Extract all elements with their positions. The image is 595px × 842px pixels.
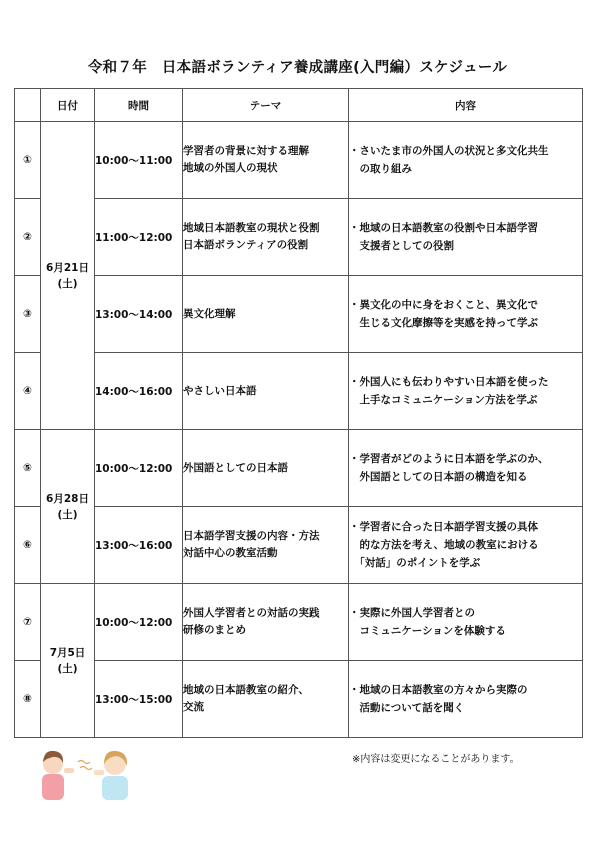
content-line: ・学習者に合った日本語学習支援の具体 (349, 521, 538, 533)
date-label: 7月5日 (49, 646, 86, 659)
weekday-label: (土) (57, 508, 78, 521)
content-line: コミュニケーションを体験する (349, 625, 506, 637)
content-line: の取り組み (349, 163, 412, 175)
content-line: 「対話」のポイントを学ぶ (349, 557, 481, 569)
session-theme (183, 353, 349, 430)
weekday-label: (土) (57, 277, 78, 290)
theme-line: 学習者の背景に対する理解 (183, 145, 309, 157)
content-line: ・異文化の中に身をおくこと、異文化で (349, 299, 538, 311)
theme-line: 異文化理解 (183, 307, 236, 320)
content-line: 外国語としての日本語の構造を知る (349, 471, 528, 483)
header-content: 内容 (349, 89, 583, 122)
change-notice: ※内容は変更になることがあります。 (352, 754, 520, 765)
header-date: 日付 (41, 89, 95, 122)
person-right (94, 751, 128, 800)
theme-line: 交流 (183, 701, 204, 713)
session-content (349, 353, 583, 430)
table-row (15, 661, 583, 738)
content-line: ・外国人にも伝わりやすい日本語を使った (349, 376, 549, 388)
session-content (349, 661, 583, 738)
session-time: 11:00～12:00 (95, 199, 183, 276)
session-date (41, 122, 95, 430)
content-line: ・実際に外国人学習者との (349, 607, 475, 619)
session-number: ① (15, 122, 41, 199)
theme-line: 研修のまとめ (183, 624, 246, 636)
session-time: 13:00～16:00 (95, 507, 183, 584)
header-time: 時間 (95, 89, 183, 122)
date-label: 6月28日 (46, 492, 89, 505)
session-theme (183, 199, 349, 276)
table-row (15, 276, 583, 353)
session-theme (183, 276, 349, 353)
session-number: ④ (15, 353, 41, 430)
header-theme: テーマ (183, 89, 349, 122)
session-time: 10:00～11:00 (95, 122, 183, 199)
table-row (15, 122, 583, 199)
content-line: ・地域の日本語教室の方々から実際の (349, 684, 528, 696)
session-theme (183, 661, 349, 738)
table-row (15, 430, 583, 507)
table-row (15, 507, 583, 584)
theme-line: 日本語ボランティアの役割 (183, 239, 309, 251)
theme-line: 日本語学習支援の内容・方法 (183, 530, 320, 542)
content-line: 支援者としての役割 (349, 240, 454, 252)
session-number: ⑧ (15, 661, 41, 738)
session-time: 14:00～16:00 (95, 353, 183, 430)
table-row (15, 353, 583, 430)
content-line: ・学習者がどのように日本語を学ぶのか、 (349, 453, 549, 465)
session-time: 13:00～15:00 (95, 661, 183, 738)
theme-line: 地域の日本語教室の紹介、 (183, 684, 309, 696)
schedule-table (14, 88, 583, 738)
session-content (349, 430, 583, 507)
theme-line: 地域の外国人の現状 (183, 162, 278, 174)
session-number: ⑥ (15, 507, 41, 584)
session-theme (183, 584, 349, 661)
person-left (42, 751, 74, 800)
session-number: ⑦ (15, 584, 41, 661)
session-time: 10:00～12:00 (95, 584, 183, 661)
session-date (41, 584, 95, 738)
table-header-row (15, 89, 583, 122)
content-line: 上手なコミュニケーション方法を学ぶ (349, 394, 538, 406)
theme-line: やさしい日本語 (183, 384, 257, 397)
session-theme (183, 430, 349, 507)
table-row (15, 199, 583, 276)
session-theme (183, 122, 349, 199)
theme-line: 外国人学習者との対話の実践 (183, 607, 320, 619)
session-content (349, 584, 583, 661)
speech-lines-icon (78, 761, 92, 770)
date-label: 6月21日 (46, 261, 89, 274)
content-line: 的な方法を考え、地域の教室における (349, 539, 539, 551)
session-time: 10:00～12:00 (95, 430, 183, 507)
theme-line: 対話中心の教室活動 (183, 547, 278, 559)
content-line: 生じる文化摩擦等を実感を持って学ぶ (349, 317, 538, 329)
session-time: 13:00～14:00 (95, 276, 183, 353)
session-number: ⑤ (15, 430, 41, 507)
page-title: 令和７年 日本語ボランティア養成講座(入門編）スケジュール (87, 60, 508, 76)
content-line: 活動について話を聞く (349, 702, 465, 714)
header-num (15, 89, 41, 122)
session-number: ③ (15, 276, 41, 353)
people-talking-illustration (38, 740, 148, 800)
session-theme (183, 507, 349, 584)
table-row (15, 584, 583, 661)
session-content (349, 276, 583, 353)
content-line: ・さいたま市の外国人の状況と多文化共生 (349, 145, 549, 157)
session-content (349, 507, 583, 584)
theme-line: 外国語としての日本語 (183, 461, 288, 474)
session-content (349, 199, 583, 276)
content-line: ・地域の日本語教室の役割や日本語学習 (349, 222, 538, 234)
session-number: ② (15, 199, 41, 276)
session-content (349, 122, 583, 199)
session-date (41, 430, 95, 584)
weekday-label: (土) (57, 662, 78, 675)
theme-line: 地域日本語教室の現状と役割 (183, 222, 320, 234)
